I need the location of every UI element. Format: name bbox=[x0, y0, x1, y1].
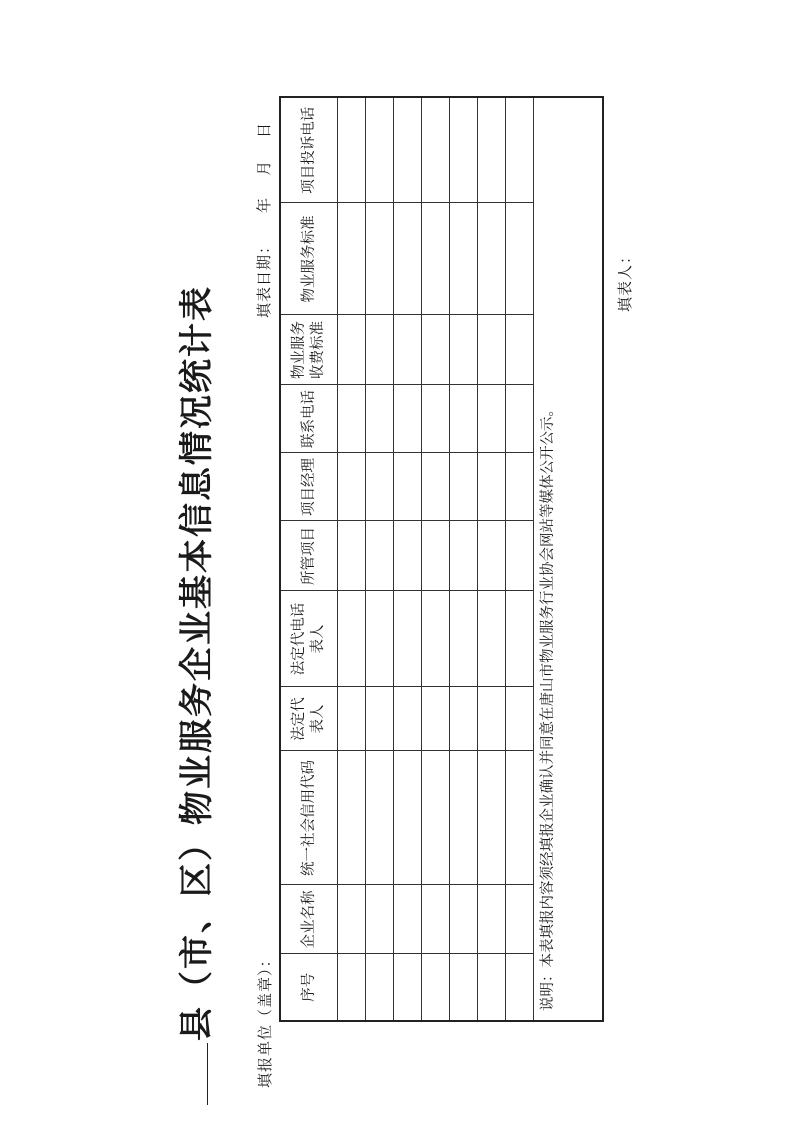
data-cell bbox=[450, 385, 478, 453]
header-contact-phone bbox=[280, 385, 338, 453]
data-cell bbox=[394, 687, 422, 751]
data-cell bbox=[338, 885, 366, 954]
data-cell bbox=[338, 954, 366, 1021]
header-label: 项目投诉电话 bbox=[300, 106, 317, 194]
header-legal-representative bbox=[280, 687, 338, 751]
header-label: 物业服务标准 bbox=[300, 215, 317, 303]
data-cell bbox=[422, 521, 450, 591]
data-cell bbox=[394, 954, 422, 1021]
data-cell bbox=[422, 687, 450, 751]
table-row bbox=[394, 97, 422, 1021]
data-cell bbox=[506, 203, 534, 315]
form-filler-label: 填表人： bbox=[616, 247, 634, 312]
data-cell bbox=[422, 385, 450, 453]
data-cell bbox=[478, 751, 506, 885]
fill-date-year: 年 bbox=[255, 196, 273, 213]
data-cell bbox=[506, 521, 534, 591]
header-label: 序号 bbox=[300, 972, 317, 1002]
header-service-standard bbox=[280, 203, 338, 315]
header-label: 收费标准 bbox=[310, 321, 326, 379]
data-cell bbox=[338, 751, 366, 885]
data-cell bbox=[366, 453, 394, 521]
table-row bbox=[450, 97, 478, 1021]
data-cell bbox=[394, 315, 422, 385]
header-project-manager bbox=[280, 453, 338, 521]
header-legal-representative-phone bbox=[280, 591, 338, 687]
header-label: 法定代电话 bbox=[291, 602, 307, 676]
header-label: 物业服务 bbox=[291, 321, 307, 379]
data-cell bbox=[478, 885, 506, 954]
data-cell bbox=[366, 591, 394, 687]
data-cell bbox=[422, 203, 450, 315]
data-cell bbox=[422, 954, 450, 1021]
data-cell bbox=[478, 97, 506, 203]
data-cell bbox=[366, 687, 394, 751]
data-cell bbox=[422, 453, 450, 521]
data-cell bbox=[506, 954, 534, 1021]
data-cell bbox=[366, 385, 394, 453]
data-cell bbox=[506, 453, 534, 521]
header-managed-projects bbox=[280, 521, 338, 591]
data-cell bbox=[338, 385, 366, 453]
data-cell bbox=[450, 591, 478, 687]
data-cell bbox=[478, 954, 506, 1021]
header-label: 联系电话 bbox=[300, 390, 317, 448]
data-cell bbox=[478, 385, 506, 453]
data-cell bbox=[478, 521, 506, 591]
data-cell bbox=[394, 885, 422, 954]
fill-date-day: 日 bbox=[255, 121, 273, 138]
table-row bbox=[506, 97, 534, 1021]
data-cell bbox=[478, 315, 506, 385]
header-label: 表人 bbox=[310, 624, 326, 654]
data-cell bbox=[450, 97, 478, 203]
data-cell bbox=[506, 687, 534, 751]
data-cell bbox=[366, 885, 394, 954]
data-cell bbox=[450, 203, 478, 315]
data-cell bbox=[338, 97, 366, 203]
data-cell bbox=[506, 385, 534, 453]
data-cell bbox=[450, 315, 478, 385]
fill-date-label: 填表日期： bbox=[255, 237, 273, 318]
remark-note: 说明：本表填报内容须经填报企业确认并同意在唐山市物业服务行业协会网站等媒体公开公示。 bbox=[534, 97, 604, 1021]
data-cell bbox=[394, 385, 422, 453]
data-cell bbox=[366, 751, 394, 885]
data-cell bbox=[450, 751, 478, 885]
data-cell bbox=[478, 591, 506, 687]
data-cell bbox=[450, 521, 478, 591]
data-cell bbox=[506, 885, 534, 954]
reporting-unit-label: 填报单位（盖章）： bbox=[256, 951, 274, 1088]
data-cell bbox=[366, 521, 394, 591]
data-cell bbox=[478, 687, 506, 751]
header-company-name bbox=[280, 885, 338, 954]
data-cell bbox=[338, 453, 366, 521]
data-cell bbox=[450, 954, 478, 1021]
data-cell bbox=[394, 751, 422, 885]
table-row bbox=[422, 97, 450, 1021]
header-credit-code bbox=[280, 751, 338, 885]
data-cell bbox=[338, 521, 366, 591]
data-cell bbox=[394, 97, 422, 203]
form-title bbox=[177, 285, 217, 1105]
data-cell bbox=[366, 203, 394, 315]
header-label: 所管项目 bbox=[300, 527, 317, 585]
table-row bbox=[478, 97, 506, 1021]
county-name-blank bbox=[177, 1043, 208, 1105]
data-cell bbox=[506, 97, 534, 203]
data-cell bbox=[338, 591, 366, 687]
form-title-text: 县（市、区）物业服务企业基本信息情况统计表 bbox=[177, 285, 217, 1041]
statistics-table bbox=[279, 96, 604, 1022]
data-cell bbox=[506, 591, 534, 687]
table-row bbox=[366, 97, 394, 1021]
data-cell bbox=[422, 97, 450, 203]
data-cell bbox=[394, 453, 422, 521]
data-cell bbox=[366, 97, 394, 203]
header-label: 表人 bbox=[310, 704, 326, 734]
data-cell bbox=[450, 885, 478, 954]
data-cell bbox=[338, 687, 366, 751]
data-cell bbox=[394, 591, 422, 687]
data-cell bbox=[394, 203, 422, 315]
data-cell bbox=[338, 315, 366, 385]
data-cell bbox=[450, 687, 478, 751]
data-cell bbox=[366, 315, 394, 385]
data-cell bbox=[478, 203, 506, 315]
remark-row bbox=[534, 97, 604, 1021]
header-serial-number bbox=[280, 954, 338, 1021]
data-cell bbox=[422, 315, 450, 385]
data-cell bbox=[422, 591, 450, 687]
data-cell bbox=[422, 751, 450, 885]
data-cell bbox=[506, 751, 534, 885]
fill-date-month: 月 bbox=[255, 159, 273, 176]
header-complaint-phone bbox=[280, 97, 338, 203]
data-cell bbox=[338, 203, 366, 315]
data-cell bbox=[394, 521, 422, 591]
data-cell bbox=[422, 885, 450, 954]
data-cell bbox=[366, 954, 394, 1021]
header-label: 法定代 bbox=[291, 697, 307, 741]
header-fee-standard bbox=[280, 315, 338, 385]
header-label: 统一社会信用代码 bbox=[300, 760, 317, 876]
table-row bbox=[338, 97, 366, 1021]
data-cell bbox=[478, 453, 506, 521]
data-cell bbox=[450, 453, 478, 521]
header-label: 企业名称 bbox=[300, 890, 317, 949]
data-cell bbox=[506, 315, 534, 385]
table-header-row bbox=[280, 97, 338, 1021]
header-label: 项目经理 bbox=[300, 458, 317, 516]
